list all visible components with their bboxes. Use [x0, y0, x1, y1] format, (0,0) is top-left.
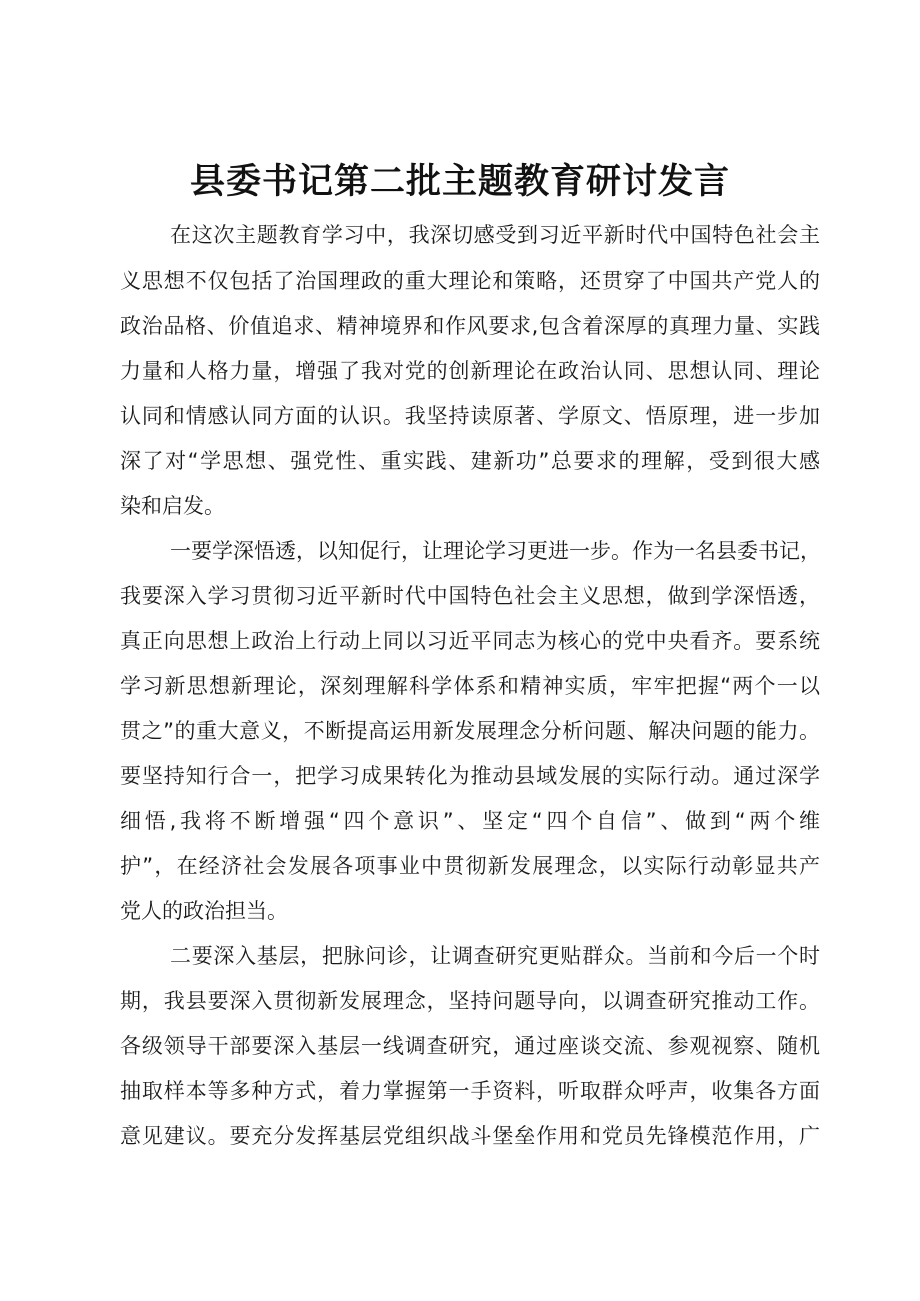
text-line: 在这次主题教育学习中，我深切感受到习近平新时代中国特色社会主: [170, 223, 820, 247]
text-line: 各级领导干部要深入基层一线调查研究，通过座谈交流、参观视察、随机: [120, 1034, 820, 1058]
text-line: 力量和人格力量，增强了我对党的创新理论在政治认同、思想认同、理论: [120, 359, 820, 383]
text-line: 一要学深悟透，以知促行，让理论学习更进一步。作为一名县委书记，: [170, 539, 821, 563]
text-line: 政治品格、价值追求、精神境界和作风要求,包含着深厚的真理力量、实践: [120, 314, 820, 338]
document-title: 县委书记第二批主题教育研讨发言: [189, 162, 730, 202]
text-line: 期，我县要深入贯彻新发展理念，坚持问题导向，以调查研究推动工作。: [120, 989, 820, 1013]
text-line: 我要深入学习贯彻习近平新时代中国特色社会主义思想，做到学深悟透，: [120, 584, 820, 608]
text-line: 深了对“学思想、强党性、重实践、建新功”总要求的理解，受到很大感: [120, 449, 820, 473]
text-line: 染和启发。: [120, 494, 225, 518]
text-line: 护”，在经济社会发展各项事业中贯彻新发展理念，以实际行动彰显共产: [120, 854, 820, 878]
text-line: 意见建议。要充分发挥基层党组织战斗堡垒作用和党员先锋模范作用，广: [120, 1124, 820, 1148]
text-line: 抽取样本等多种方式，着力掌握第一手资料，听取群众呼声，收集各方面: [120, 1079, 820, 1103]
text-line: 贯之”的重大意义，不断提高运用新发展理念分析问题、解决问题的能力。: [120, 719, 820, 743]
text-line: 细悟,我将不断增强“四个意识”、坚定“四个自信”、做到“两个维: [120, 809, 820, 833]
text-line: 真正向思想上政治上行动上同以习近平同志为核心的党中央看齐。要系统: [120, 629, 820, 653]
text-line: 党人的政治担当。: [120, 899, 288, 923]
text-line: 二要深入基层，把脉问诊，让调查研究更贴群众。当前和今后一个时: [170, 944, 820, 968]
text-line: 要坚持知行合一，把学习成果转化为推动县域发展的实际行动。通过深学: [120, 764, 820, 788]
text-line: 认同和情感认同方面的认识。我坚持读原著、学原文、悟原理，进一步加: [120, 404, 820, 428]
text-line: 学习新思想新理论，深刻理解科学体系和精神实质，牢牢把握“两个一以: [120, 674, 820, 698]
text-line: 义思想不仅包括了治国理政的重大理论和策略，还贯穿了中国共产党人的: [120, 269, 820, 293]
